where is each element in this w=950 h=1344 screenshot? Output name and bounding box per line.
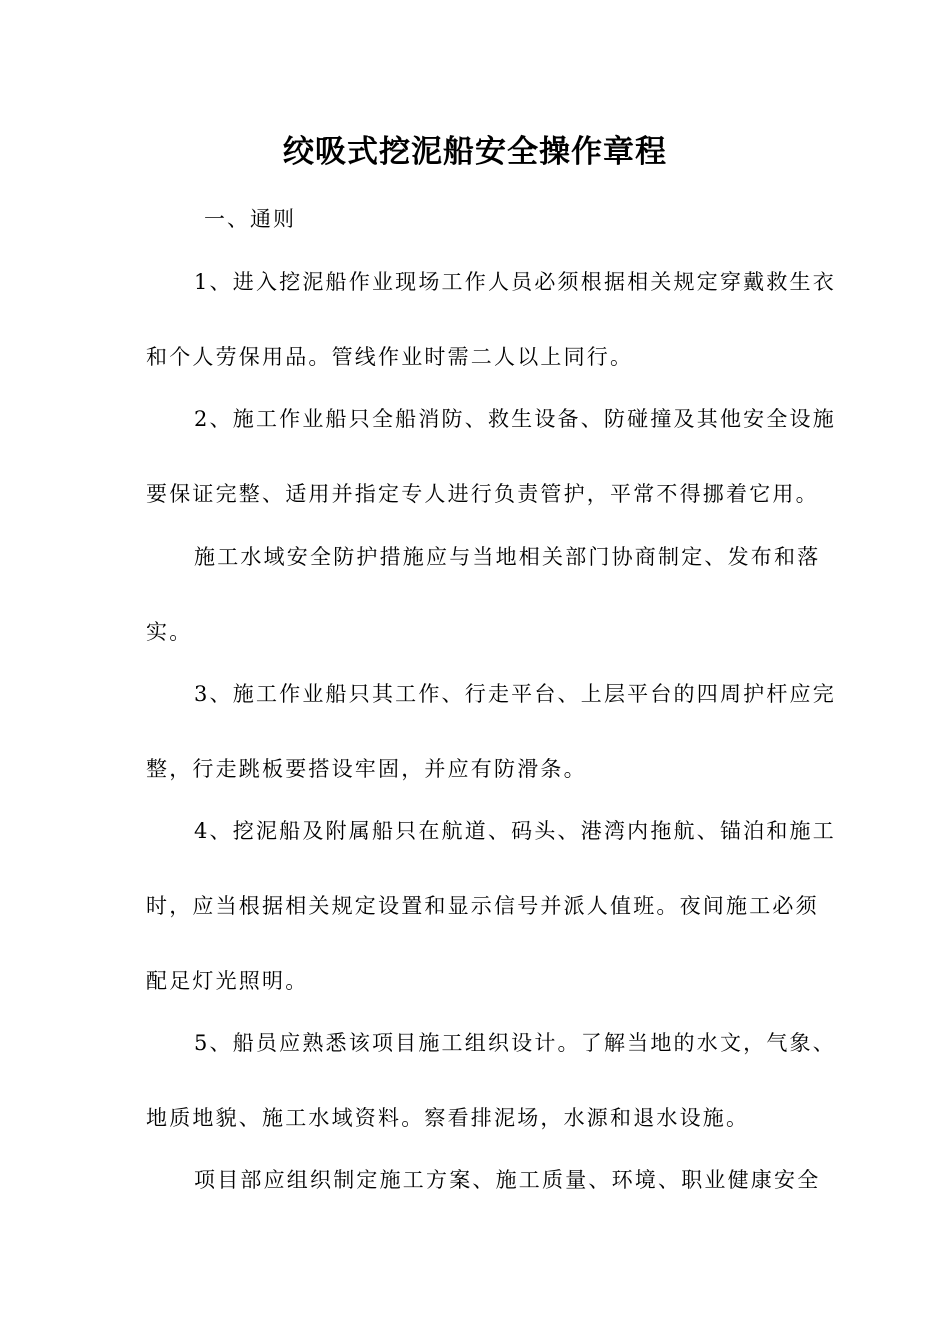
paragraph-line: 2、施工作业船只全船消防、救生设备、防碰撞及其他安全设施 xyxy=(194,407,836,431)
paragraph-line: 项目部应组织制定施工方案、施工质量、环境、职业健康安全 xyxy=(194,1168,821,1192)
paragraph-line: 配足灯光照明。 xyxy=(146,969,309,993)
paragraph-line: 时，应当根据相关规定设置和显示信号并派人值班。夜间施工必须 xyxy=(146,894,819,918)
paragraph-line: 地质地貌、施工水域资料。察看排泥场，水源和退水设施。 xyxy=(146,1106,750,1130)
paragraph-line: 4、挖泥船及附属船只在航道、码头、港湾内拖航、锚泊和施工 xyxy=(194,819,836,843)
paragraph-line: 5、船员应熟悉该项目施工组织设计。了解当地的水文，气象、 xyxy=(194,1031,836,1055)
paragraph-line: 和个人劳保用品。管线作业时需二人以上同行。 xyxy=(146,345,634,369)
document-title: 绞吸式挖泥船安全操作章程 xyxy=(283,134,667,170)
paragraph-line: 3、施工作业船只其工作、行走平台、上层平台的四周护杆应完 xyxy=(194,682,836,706)
paragraph-line: 1、进入挖泥船作业现场工作人员必须根据相关规定穿戴救生衣 xyxy=(194,270,836,294)
paragraph-line: 实。 xyxy=(146,620,193,644)
paragraph-line: 要保证完整、适用并指定专人进行负责管护，平常不得挪着它用。 xyxy=(146,482,819,506)
paragraph-line: 施工水域安全防护措施应与当地相关部门协商制定、发布和落 xyxy=(194,545,821,569)
paragraph-line: 整，行走跳板要搭设牢固，并应有防滑条。 xyxy=(146,757,587,781)
section-heading: 一、通则 xyxy=(204,207,296,231)
